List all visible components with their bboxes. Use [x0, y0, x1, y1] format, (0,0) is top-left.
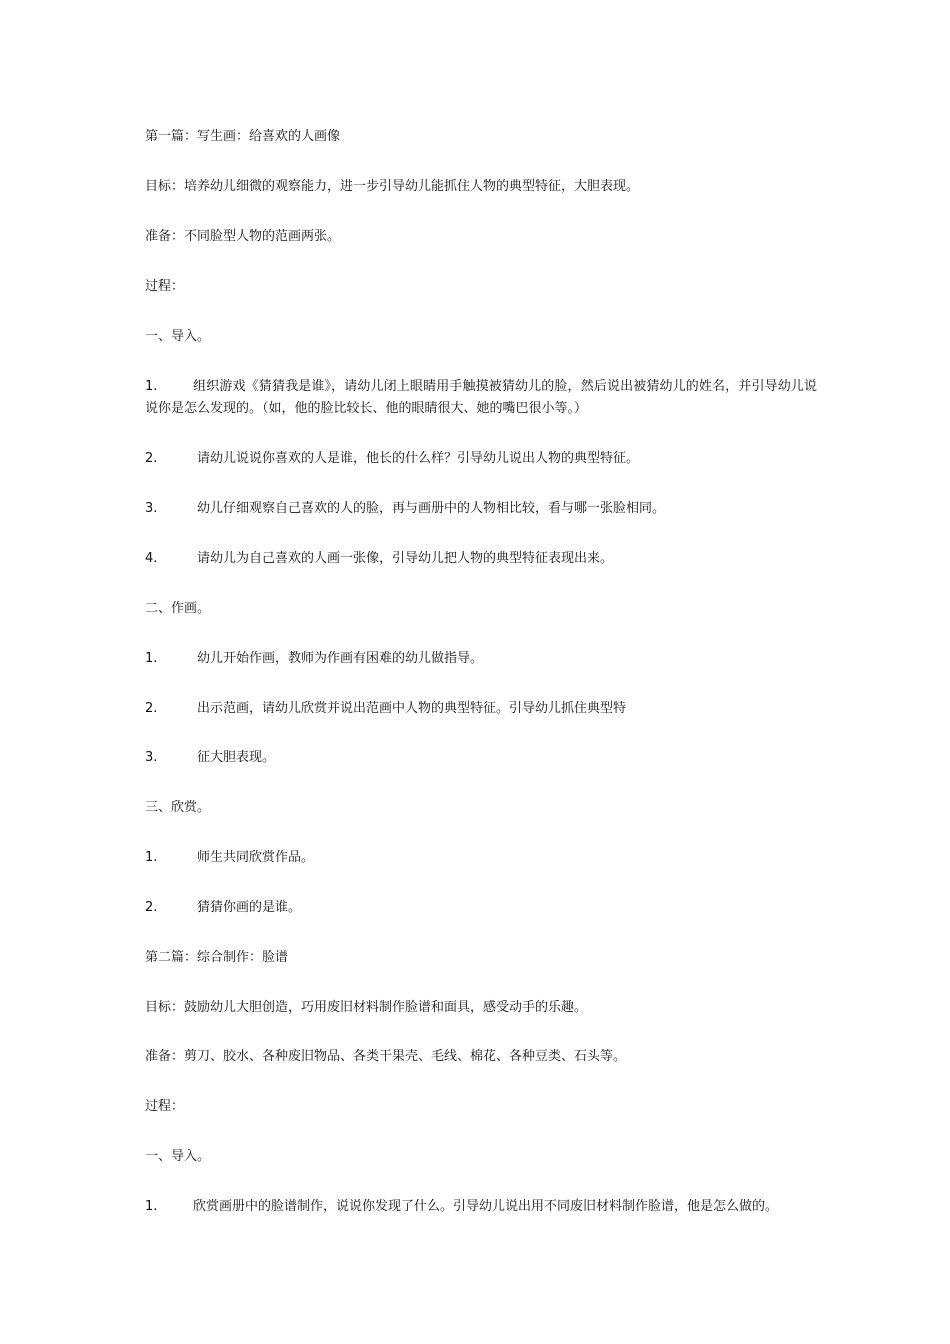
list-item-number: 2. [145, 900, 158, 915]
list-item-text: 请幼儿说说你喜欢的人是谁，他长的什么样？引导幼儿说出人物的典型特征。 [197, 451, 640, 466]
list-item-text: 欣赏画册中的脸谱制作，说说你发现了什么。引导幼儿说出用不同废旧材料制作脸谱，他是怎么做的。 [193, 1199, 779, 1214]
list-item-number: 1. [145, 379, 158, 394]
list-item [145, 847, 825, 869]
list-item-number: 1. [145, 850, 158, 865]
list-item [145, 376, 817, 420]
goal-paragraph-1: 目标：培养幼儿细微的观察能力，进一步引导幼儿能抓住人物的典型特征，大胆表现。 [145, 179, 640, 194]
list-item-text: 请幼儿为自己喜欢的人画一张像，引导幼儿把人物的典型特征表现出来。 [197, 551, 614, 566]
step-heading-appreciation: 三、欣赏。 [145, 800, 211, 815]
preparation-paragraph-2: 准备：剪刀、胶水、各种废旧物品、各类干果壳、毛线、棉花、各种豆类、石头等。 [145, 1049, 627, 1064]
list-item [145, 747, 825, 769]
list-item [145, 698, 825, 720]
list-item-number: 2. [145, 451, 158, 466]
step-heading-intro-1: 一、导入。 [145, 329, 211, 344]
process-label-1: 过程： [145, 279, 185, 294]
step-heading-drawing: 二、作画。 [145, 601, 211, 616]
list-item-text: 出示范画，请幼儿欣赏并说出范画中人物的典型特征。引导幼儿抓住典型特 [197, 701, 627, 716]
list-item [145, 648, 825, 670]
goal-paragraph-2: 目标：鼓励幼儿大胆创造，巧用废旧材料制作脸谱和面具，感受动手的乐趣。 [145, 1000, 588, 1015]
list-item-number: 1. [145, 1199, 158, 1214]
list-item-number: 2. [145, 701, 158, 716]
process-label-2: 过程： [145, 1099, 185, 1114]
section-title-1: 第一篇：写生画：给喜欢的人画像 [145, 129, 341, 144]
list-item-text: 征大胆表现。 [197, 750, 276, 765]
list-item-text: 猜猜你画的是谁。 [197, 900, 302, 915]
list-item-number: 3. [145, 750, 158, 765]
list-item-number: 1. [145, 651, 158, 666]
list-item [145, 448, 825, 470]
preparation-paragraph-1: 准备：不同脸型人物的范画两张。 [145, 229, 341, 244]
list-item [145, 897, 825, 919]
list-item-number: 3. [145, 501, 158, 516]
list-item-text: 幼儿开始作画，教师为作画有困难的幼儿做指导。 [197, 651, 484, 666]
list-item [145, 498, 825, 520]
list-item [145, 548, 825, 570]
list-item-number: 4. [145, 551, 158, 566]
step-heading-intro-2: 一、导入。 [145, 1149, 211, 1164]
list-item [145, 1196, 825, 1218]
list-item-text: 师生共同欣赏作品。 [197, 850, 315, 865]
list-item-text: 组织游戏《猜猜我是谁》，请幼儿闭上眼睛用手触摸被猜幼儿的脸，然后说出被猜幼儿的姓名，并引导幼儿说说你是怎么发现的。（如，他的脸比较长、他的眼睛很大、她的嘴巴很小等。） [145, 379, 817, 416]
list-item-text: 幼儿仔细观察自己喜欢的人的脸，再与画册中的人物相比较，看与哪一张脸相同。 [197, 501, 666, 516]
section-title-2: 第二篇：综合制作：脸谱 [145, 950, 289, 965]
